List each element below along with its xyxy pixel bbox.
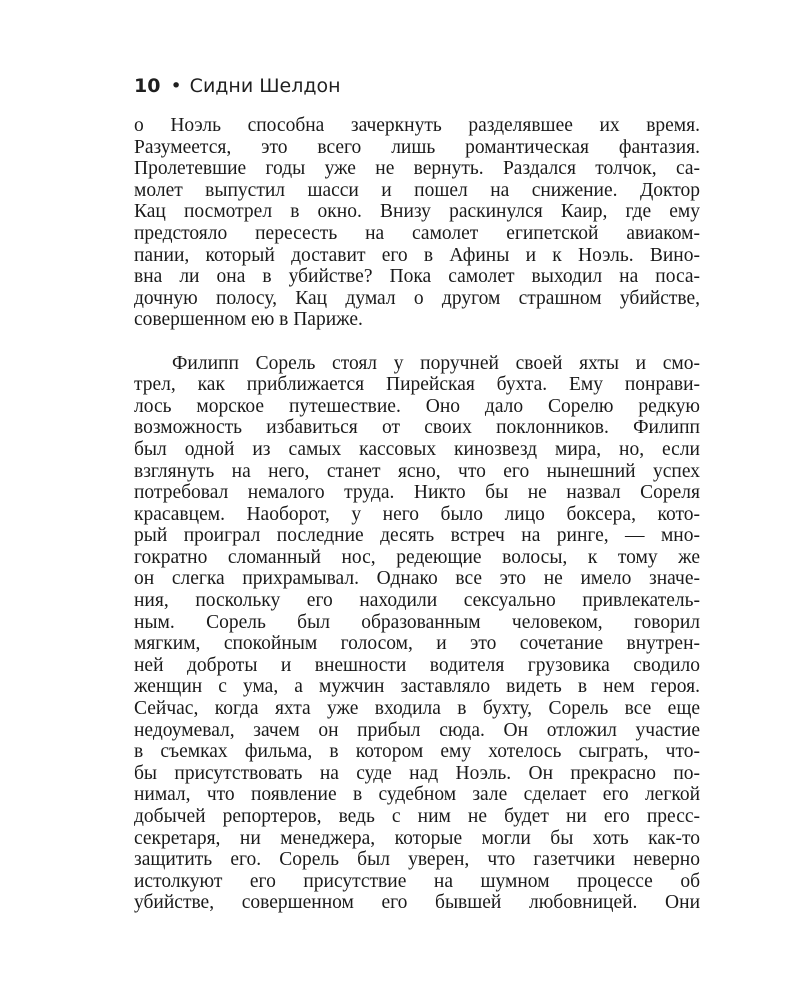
text-line: истолкуют его присутствие на шумном процессе об (134, 870, 700, 892)
running-header (134, 74, 341, 98)
text-line: красавцем. Наоборот, у него было лицо боксера, кото- (134, 503, 700, 525)
paragraph-2 (134, 353, 700, 914)
text-line: ния, поскольку его находили сексуально привлекатель- (134, 590, 700, 612)
paragraph-1 (134, 115, 700, 331)
text-line: молет выпустил шасси и пошел на снижение. Доктор (134, 179, 700, 201)
text-line: дочную полосу, Кац думал о другом страшном убийстве, (134, 287, 700, 309)
text-line: потребовал немалого труда. Никто бы не назвал Сореля (134, 482, 700, 504)
text-line: недоумевал, зачем он прибыл сюда. Он отложил участие (134, 719, 700, 741)
text-line: пании, который доставит его в Афины и к Ноэль. Вино- (134, 244, 700, 266)
text-line: ней доброты и внешности водителя грузовика сводило (134, 654, 700, 676)
header-author: Сидни Шелдон (189, 75, 341, 97)
text-line: вна ли она в убийстве? Пока самолет выходил на поса- (134, 266, 700, 288)
text-line: секретаря, ни менеджера, которые могли бы хоть как-то (134, 827, 700, 849)
text-line: защитить его. Сорель был уверен, что газетчики неверно (134, 849, 700, 871)
text-line: ным. Сорель был образованным человеком, говорил (134, 611, 700, 633)
text-line: Кац посмотрел в окно. Внизу раскинулся Каир, где ему (134, 201, 700, 223)
text-line: взглянуть на него, станет ясно, что его нынешний успех (134, 460, 700, 482)
text-line: нимал, что появление в судебном зале сделает его легкой (134, 784, 700, 806)
text-line: трел, как приближается Пирейская бухта. Ему понрави- (134, 374, 700, 396)
text-line: бы присутствовать на суде над Ноэль. Он прекрасно по- (134, 762, 700, 784)
text-line: рый проиграл последние десять встреч на ринге, — мно- (134, 525, 700, 547)
page-number: 10 (134, 75, 161, 97)
text-line: о Ноэль способна зачеркнуть разделявшее их время. (134, 115, 700, 136)
text-line: предстояло пересесть на самолет египетской авиаком- (134, 222, 700, 244)
text-line: лось морское путешествие. Оно дало Сорелю редкую (134, 395, 700, 417)
text-line: он слегка прихрамывал. Однако все это не имело значе- (134, 568, 700, 590)
paragraph-gap (134, 331, 700, 353)
text-line: мягким, спокойным голосом, и это сочетание внутрен- (134, 633, 700, 655)
text-line: в съемках фильма, в котором ему хотелось сыграть, что- (134, 741, 700, 763)
text-line: был одной из самых кассовых кинозвезд мира, но, если (134, 438, 700, 460)
text-line: Разумеется, это всего лишь романтическая фантазия. (134, 136, 700, 158)
body-text (134, 115, 700, 914)
text-line: возможность избавиться от своих поклонников. Филипп (134, 417, 700, 439)
text-line: совершенном ею в Париже. (134, 309, 363, 331)
text-line: женщин с ума, а мужчин заставляло видеть в нем героя. (134, 676, 700, 698)
text-line: гократно сломанный нос, редеющие волосы, к тому же (134, 546, 700, 568)
text-line: Сейчас, когда яхта уже входила в бухту, Сорель все еще (134, 698, 700, 720)
text-line: добычей репортеров, ведь с ним не будет ни его пресс- (134, 806, 700, 827)
header-bullet: • (170, 75, 182, 97)
text-line: убийстве, совершенном его бывшей любовницей. Они (134, 892, 700, 914)
text-line: Пролетевшие годы уже не вернуть. Раздался толчок, са- (134, 158, 700, 180)
text-line: Филипп Сорель стоял у поручней своей яхты и смо- (172, 352, 700, 374)
